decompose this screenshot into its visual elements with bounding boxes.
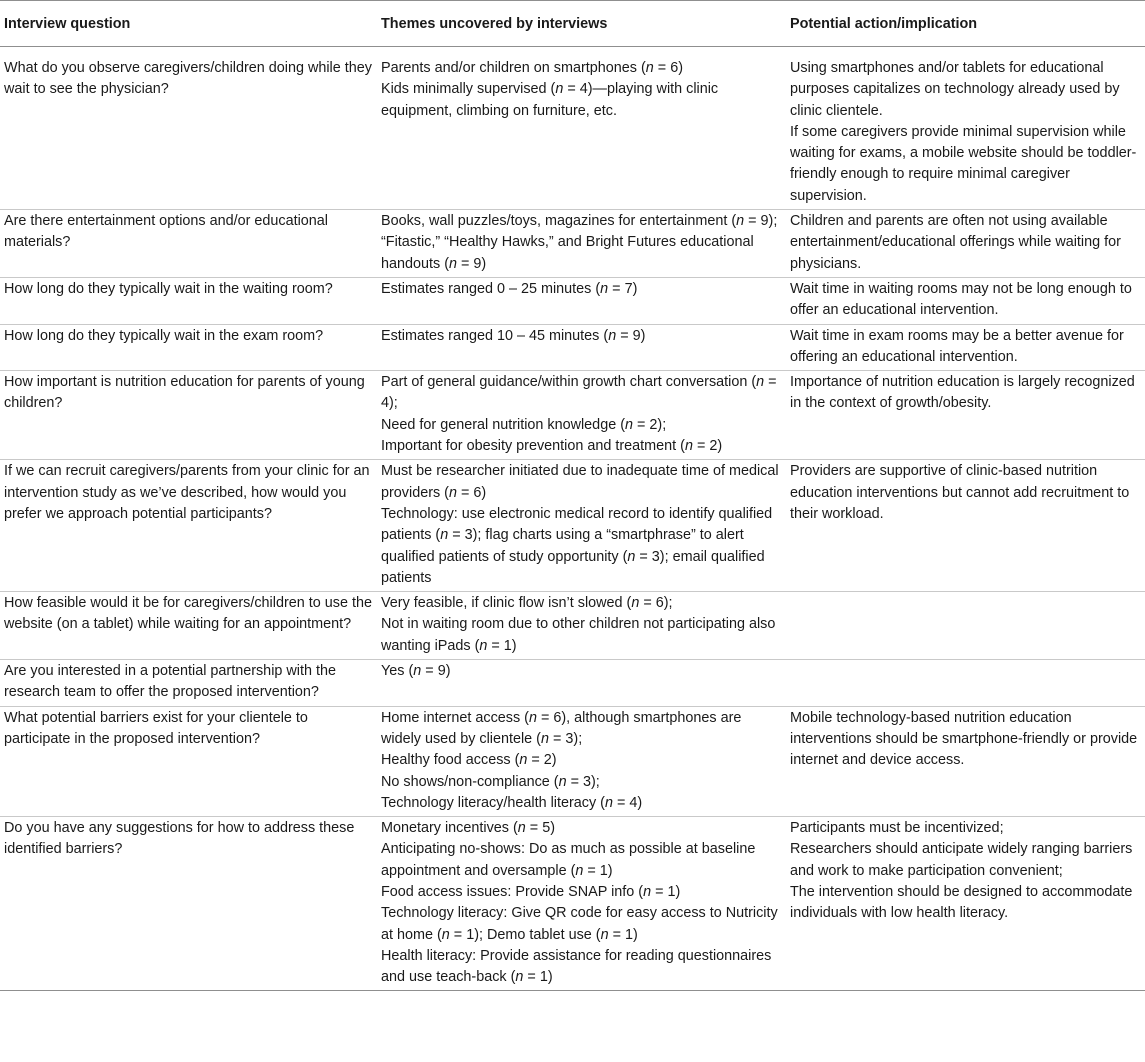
question-cell: Are you interested in a potential partnership with the research team to offer the proposed intervention?	[0, 660, 377, 707]
implication-line: Participants must be incentivized;	[790, 820, 1004, 837]
header-interview-question: Interview question	[0, 1, 377, 47]
theme-line: Must be researcher initiated due to inadequate time of medical providers (n = 6)	[381, 463, 779, 501]
themes-cell	[377, 324, 786, 371]
theme-line: Books, wall puzzles/toys, magazines for entertainment (n = 9);	[381, 213, 778, 230]
implication-cell	[786, 371, 1145, 460]
table-row	[0, 460, 1145, 592]
table-row	[0, 277, 1145, 324]
header-implications: Potential action/implication	[786, 1, 1145, 47]
implication-line: Wait time in exam rooms may be a better avenue for offering an educational intervention.	[790, 327, 1124, 365]
implication-line: Providers are supportive of clinic-based nutrition education interventions but cannot add recruitment to their workload.	[790, 463, 1130, 522]
theme-line: Home internet access (n = 6), although smartphones are widely used by clientele (n = 3);	[381, 709, 742, 747]
implication-cell	[786, 460, 1145, 592]
question-cell: Are there entertainment options and/or educational materials?	[0, 210, 377, 278]
question-cell: If we can recruit caregivers/parents from your clinic for an intervention study as we’ve described, how would you prefer we approach potential participants?	[0, 460, 377, 592]
theme-line: Technology literacy: Give QR code for easy access to Nutricity at home (n = 1); Demo tablet use (n = 1)	[381, 905, 778, 943]
implication-cell	[786, 817, 1145, 991]
implication-cell	[786, 660, 1145, 707]
theme-line: Important for obesity prevention and treatment (n = 2)	[381, 438, 723, 455]
theme-line: Need for general nutrition knowledge (n = 2);	[381, 416, 667, 433]
themes-cell	[377, 817, 786, 991]
themes-cell	[377, 460, 786, 592]
theme-line: Monetary incentives (n = 5)	[381, 820, 555, 837]
table-row	[0, 324, 1145, 371]
implication-line: Researchers should anticipate widely ranging barriers and work to make participation convenient;	[790, 841, 1133, 879]
theme-line: Healthy food access (n = 2)	[381, 752, 557, 769]
implication-line: Using smartphones and/or tablets for educational purposes capitalizes on technology already used by clinic clientele.	[790, 60, 1120, 119]
question-cell: How feasible would it be for caregivers/children to use the website (on a tablet) while waiting for an appointment?	[0, 592, 377, 660]
table-row	[0, 660, 1145, 707]
question-cell: What do you observe caregivers/children doing while they wait to see the physician?	[0, 47, 377, 210]
theme-line: Very feasible, if clinic flow isn’t slowed (n = 6);	[381, 595, 673, 612]
theme-line: Estimates ranged 10 – 45 minutes (n = 9)	[381, 327, 646, 344]
implication-line: Wait time in waiting rooms may not be long enough to offer an educational intervention.	[790, 280, 1132, 319]
implication-line: Children and parents are often not using available entertainment/educational offerings while waiting for physicians.	[790, 213, 1121, 272]
theme-line: Anticipating no-shows: Do as much as possible at baseline appointment and oversample (n = 1)	[381, 841, 756, 879]
theme-line: Parents and/or children on smartphones (n = 6)	[381, 60, 683, 76]
table-row	[0, 47, 1145, 210]
theme-line: Yes (n = 9)	[381, 663, 451, 680]
table-body	[0, 47, 1145, 991]
question-cell: How long do they typically wait in the waiting room?	[0, 277, 377, 324]
theme-line: Estimates ranged 0 – 25 minutes (n = 7)	[381, 280, 638, 297]
theme-line: Health literacy: Provide assistance for reading questionnaires and use teach-back (n = 1)	[381, 947, 772, 986]
theme-line: Food access issues: Provide SNAP info (n = 1)	[381, 883, 681, 900]
theme-line: “Fitastic,” “Healthy Hawks,” and Bright Futures educational handouts (n = 9)	[381, 234, 754, 272]
implication-cell	[786, 706, 1145, 816]
question-cell: How important is nutrition education for parents of young children?	[0, 371, 377, 460]
question-cell: Do you have any suggestions for how to address these identified barriers?	[0, 817, 377, 991]
implication-cell	[786, 277, 1145, 324]
theme-line: No shows/non-compliance (n = 3);	[381, 773, 600, 790]
theme-line: Technology: use electronic medical record to identify qualified patients (n = 3); flag charts using a “smartphrase” to alert qualified patients of study opportunity (n = 3); email qualified patients	[381, 505, 773, 586]
implication-cell	[786, 47, 1145, 210]
question-cell: How long do they typically wait in the exam room?	[0, 324, 377, 371]
table-row	[0, 706, 1145, 816]
themes-cell	[377, 371, 786, 460]
implication-line: Mobile technology-based nutrition education interventions should be smartphone-friendly or provide internet and device access.	[790, 709, 1138, 769]
themes-cell	[377, 210, 786, 278]
theme-line: Kids minimally supervised (n = 4)—playing with clinic equipment, climbing on furniture, etc.	[381, 81, 719, 119]
theme-line: Technology literacy/health literacy (n = 4)	[381, 794, 643, 811]
implication-line: Importance of nutrition education is largely recognized in the context of growth/obesity.	[790, 374, 1135, 412]
header-themes: Themes uncovered by interviews	[377, 1, 786, 47]
themes-cell	[377, 706, 786, 816]
themes-cell	[377, 592, 786, 660]
themes-cell	[377, 660, 786, 707]
table-row	[0, 210, 1145, 278]
implication-cell	[786, 324, 1145, 371]
implication-cell	[786, 592, 1145, 660]
themes-cell	[377, 277, 786, 324]
table-row	[0, 817, 1145, 991]
implication-line: If some caregivers provide minimal supervision while waiting for exams, a mobile website should be toddler-friendly enough to require minimal caregiver supervision.	[790, 123, 1137, 204]
implication-cell	[786, 210, 1145, 278]
table-row	[0, 371, 1145, 460]
implication-line: The intervention should be designed to accommodate individuals with low health literacy.	[790, 883, 1133, 922]
theme-line: Not in waiting room due to other children not participating also wanting iPads (n = 1)	[381, 616, 776, 654]
table-header-row	[0, 1, 1145, 47]
table-row	[0, 592, 1145, 660]
theme-line: Part of general guidance/within growth chart conversation (n = 4);	[381, 374, 777, 412]
themes-cell	[377, 47, 786, 210]
question-cell: What potential barriers exist for your clientele to participate in the proposed intervention?	[0, 706, 377, 816]
